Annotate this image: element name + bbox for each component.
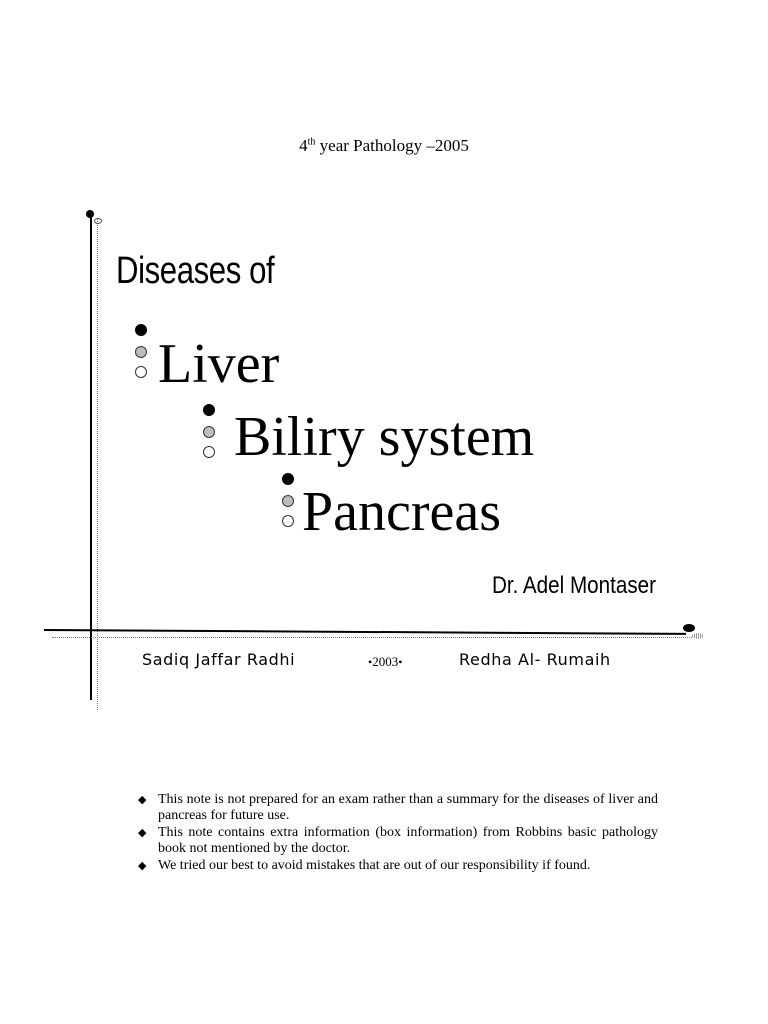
year-number: 4 bbox=[299, 136, 308, 155]
doctor-name: Dr. Adel Montaser bbox=[491, 572, 656, 599]
note-text: We tried our best to avoid mistakes that are out of our responsibility if found. bbox=[158, 858, 591, 873]
note-text: This note is not prepared for an exam rather than a summary for the diseases of liver and pancreas for future use. bbox=[158, 792, 658, 823]
horizontal-rule-cap bbox=[683, 624, 695, 632]
list-item bbox=[134, 858, 658, 874]
vertical-rule-tick bbox=[94, 218, 102, 224]
notes-list bbox=[134, 792, 658, 875]
author-right: Redha Al- Rumaih bbox=[459, 650, 611, 669]
circle-bullets-icon bbox=[280, 473, 296, 533]
note-text: This note contains extra information (box information) from Robbins basic pathology book not mentioned by the doctor. bbox=[158, 825, 658, 856]
circle-bullets-icon bbox=[133, 324, 149, 384]
year-suffix: th bbox=[307, 136, 316, 148]
course-header bbox=[0, 136, 768, 156]
vertical-rule bbox=[90, 214, 92, 700]
topic-pancreas: Pancreas bbox=[302, 481, 502, 543]
topic-biliary-system: Biliry system bbox=[234, 406, 535, 468]
horizontal-dotted-rule bbox=[52, 637, 694, 638]
author-left: Sadiq Jaffar Radhi bbox=[142, 650, 296, 669]
circle-bullets-icon bbox=[201, 404, 217, 464]
horizontal-rule bbox=[44, 629, 686, 635]
list-item bbox=[134, 792, 658, 824]
year-value: 2003 bbox=[372, 654, 399, 669]
author-year: •2003• bbox=[368, 654, 403, 669]
diamond-bullet-icon: ◆ bbox=[138, 860, 147, 872]
title-intro: Diseases of bbox=[116, 250, 275, 292]
course-title: year Pathology –2005 bbox=[319, 136, 469, 155]
diamond-bullet-icon: ◆ bbox=[138, 827, 147, 839]
topic-liver: Liver bbox=[158, 333, 280, 395]
list-item bbox=[134, 825, 658, 857]
horizontal-rule-end bbox=[692, 633, 704, 639]
diamond-bullet-icon: ◆ bbox=[138, 794, 147, 806]
